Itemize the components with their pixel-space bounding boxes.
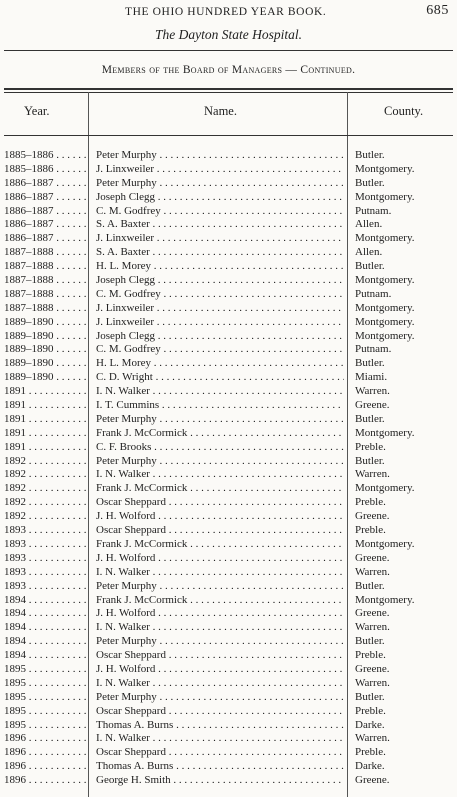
county-cell: Darke. [355, 718, 385, 731]
year-cell: 1895 . . . [4, 663, 88, 677]
year-cell: 1889–1890 . . . [4, 343, 88, 357]
year-cell: 1893 . . . [4, 566, 88, 580]
name-cell: J. Linxweiler . . . [96, 232, 344, 246]
year-cell: 1891 . . . [4, 441, 88, 455]
table-row [0, 260, 457, 274]
name-cell: Thomas A. Burns . . . [96, 760, 344, 774]
county-cell: Warren. [355, 676, 390, 689]
name-cell: I. N. Walker . . . [96, 677, 344, 691]
table-row [0, 343, 457, 357]
header-bottom-rule [4, 135, 453, 136]
name-cell: Joseph Clegg . . . [96, 330, 344, 344]
table-row [0, 774, 457, 788]
name-cell: I. N. Walker . . . [96, 566, 344, 580]
year-cell: 1896 . . . [4, 746, 88, 760]
book-title: THE OHIO HUNDRED YEAR BOOK. [125, 6, 327, 18]
table-row [0, 691, 457, 705]
year-cell: 1893 . . . [4, 552, 88, 566]
year-cell: 1891 . . . [4, 413, 88, 427]
county-cell: Allen. [355, 246, 383, 259]
year-cell: 1895 . . . [4, 677, 88, 691]
table-row [0, 149, 457, 163]
year-cell: 1885–1886 . . . [4, 163, 88, 177]
table-row [0, 482, 457, 496]
year-cell: 1886–1887 . . . [4, 177, 88, 191]
name-cell: Peter Murphy . . . [96, 413, 344, 427]
column-header-year: Year. [24, 104, 50, 118]
county-cell: Greene. [355, 551, 390, 564]
county-cell: Preble. [355, 496, 386, 509]
table-row [0, 385, 457, 399]
name-cell: C. M. Godfrey . . . [96, 288, 344, 302]
name-cell: H. L. Morey . . . [96, 357, 344, 371]
county-cell: Putnam. [355, 204, 392, 217]
table-row [0, 455, 457, 469]
name-cell: Oscar Sheppard . . . [96, 649, 344, 663]
county-cell: Miami. [355, 371, 388, 384]
county-cell: Warren. [355, 385, 390, 398]
table-row [0, 580, 457, 594]
table-row [0, 302, 457, 316]
county-cell: Montgomery. [355, 190, 415, 203]
county-cell: Montgomery. [355, 232, 415, 245]
table-row [0, 163, 457, 177]
table-row [0, 357, 457, 371]
county-cell: Montgomery. [355, 274, 415, 287]
county-cell: Preble. [355, 524, 386, 537]
year-cell: 1892 . . . [4, 510, 88, 524]
table-row [0, 177, 457, 191]
year-cell: 1886–1887 . . . [4, 205, 88, 219]
column-header-county: County. [384, 104, 424, 118]
year-cell: 1887–1888 . . . [4, 274, 88, 288]
name-cell: H. L. Morey . . . [96, 260, 344, 274]
year-cell: 1891 . . . [4, 385, 88, 399]
table-row [0, 677, 457, 691]
county-cell: Butler. [355, 690, 385, 703]
year-cell: 1894 . . . [4, 621, 88, 635]
county-cell: Montgomery. [355, 426, 415, 439]
county-cell: Montgomery. [355, 315, 415, 328]
county-cell: Montgomery. [355, 593, 415, 606]
county-cell: Warren. [355, 621, 390, 634]
county-cell: Montgomery. [355, 482, 415, 495]
name-cell: Peter Murphy . . . [96, 177, 344, 191]
table-row [0, 510, 457, 524]
name-cell: Peter Murphy . . . [96, 691, 344, 705]
name-cell: Oscar Sheppard . . . [96, 496, 344, 510]
year-cell: 1894 . . . [4, 649, 88, 663]
year-cell: 1889–1890 . . . [4, 316, 88, 330]
name-cell: J. H. Wolford . . . [96, 552, 344, 566]
year-cell: 1885–1886 . . . [4, 149, 88, 163]
county-cell: Putnam. [355, 343, 392, 356]
column-header-name: Name. [204, 104, 237, 118]
county-cell: Warren. [355, 732, 390, 745]
year-cell: 1891 . . . [4, 427, 88, 441]
name-cell: Oscar Sheppard . . . [96, 705, 344, 719]
name-cell: Frank J. McCormick . . . [96, 427, 344, 441]
running-head [0, 2, 457, 20]
table-row [0, 288, 457, 302]
name-cell: J. H. Wolford . . . [96, 663, 344, 677]
county-cell: Butler. [355, 635, 385, 648]
page-number: 685 [426, 3, 449, 18]
table-top-rule-thin [4, 92, 453, 93]
name-cell: I. N. Walker . . . [96, 468, 344, 482]
year-cell: 1895 . . . [4, 691, 88, 705]
name-cell: J. Linxweiler . . . [96, 316, 344, 330]
county-cell: Butler. [355, 357, 385, 370]
county-cell: Butler. [355, 454, 385, 467]
name-cell: S. A. Baxter . . . [96, 246, 344, 260]
table-row [0, 552, 457, 566]
table-row [0, 649, 457, 663]
table-row [0, 218, 457, 232]
year-cell: 1892 . . . [4, 455, 88, 469]
table-row [0, 441, 457, 455]
year-cell: 1889–1890 . . . [4, 357, 88, 371]
year-cell: 1893 . . . [4, 538, 88, 552]
year-cell: 1896 . . . [4, 774, 88, 788]
name-cell: Joseph Clegg . . . [96, 191, 344, 205]
name-cell: I. N. Walker . . . [96, 621, 344, 635]
table-row [0, 205, 457, 219]
table-row [0, 232, 457, 246]
name-cell: I. T. Cummins . . . [96, 399, 344, 413]
name-cell: Frank J. McCormick . . . [96, 538, 344, 552]
section-title: Members of the Board of Managers — Continued. [101, 64, 356, 76]
table-row [0, 399, 457, 413]
county-cell: Preble. [355, 649, 386, 662]
members-table-body [0, 149, 457, 788]
county-cell: Greene. [355, 662, 390, 675]
name-cell: Peter Murphy . . . [96, 149, 344, 163]
year-cell: 1892 . . . [4, 482, 88, 496]
name-cell: Peter Murphy . . . [96, 580, 344, 594]
name-cell: C. F. Brooks . . . [96, 441, 344, 455]
county-cell: Warren. [355, 468, 390, 481]
name-cell: J. Linxweiler . . . [96, 163, 344, 177]
table-row [0, 371, 457, 385]
name-cell: I. N. Walker . . . [96, 732, 344, 746]
county-cell: Montgomery. [355, 537, 415, 550]
county-cell: Greene. [355, 399, 390, 412]
table-row [0, 594, 457, 608]
year-cell: 1895 . . . [4, 719, 88, 733]
name-cell: J. H. Wolford . . . [96, 510, 344, 524]
year-cell: 1893 . . . [4, 580, 88, 594]
name-cell: C. M. Godfrey . . . [96, 205, 344, 219]
name-cell: C. D. Wright . . . [96, 371, 344, 385]
table-row [0, 330, 457, 344]
county-cell: Butler. [355, 260, 385, 273]
name-cell: Joseph Clegg . . . [96, 274, 344, 288]
year-cell: 1895 . . . [4, 705, 88, 719]
table-row [0, 316, 457, 330]
county-cell: Butler. [355, 412, 385, 425]
year-cell: 1889–1890 . . . [4, 330, 88, 344]
table-row [0, 524, 457, 538]
year-cell: 1892 . . . [4, 496, 88, 510]
table-row [0, 566, 457, 580]
year-cell: 1889–1890 . . . [4, 371, 88, 385]
county-cell: Darke. [355, 760, 385, 773]
name-cell: Thomas A. Burns . . . [96, 719, 344, 733]
table-top-rule-thick [4, 88, 453, 90]
name-cell: S. A. Baxter . . . [96, 218, 344, 232]
name-cell: George H. Smith . . . [96, 774, 344, 788]
name-cell: J. Linxweiler . . . [96, 302, 344, 316]
table-row [0, 274, 457, 288]
table-row [0, 705, 457, 719]
table-row [0, 538, 457, 552]
year-cell: 1887–1888 . . . [4, 302, 88, 316]
name-cell: Frank J. McCormick . . . [96, 594, 344, 608]
year-cell: 1886–1887 . . . [4, 191, 88, 205]
name-cell: Oscar Sheppard . . . [96, 524, 344, 538]
county-cell: Greene. [355, 607, 390, 620]
county-cell: Montgomery. [355, 329, 415, 342]
county-cell: Montgomery. [355, 301, 415, 314]
table-row [0, 246, 457, 260]
county-cell: Warren. [355, 565, 390, 578]
county-cell: Preble. [355, 746, 386, 759]
hospital-subtitle: The Dayton State Hospital. [155, 27, 302, 42]
name-cell: Peter Murphy . . . [96, 455, 344, 469]
table-row [0, 468, 457, 482]
county-cell: Preble. [355, 704, 386, 717]
year-cell: 1896 . . . [4, 760, 88, 774]
table-row [0, 413, 457, 427]
table-row [0, 621, 457, 635]
county-cell: Putnam. [355, 287, 392, 300]
county-cell: Preble. [355, 440, 386, 453]
table-row [0, 191, 457, 205]
year-cell: 1893 . . . [4, 524, 88, 538]
year-cell: 1896 . . . [4, 732, 88, 746]
year-cell: 1887–1888 . . . [4, 246, 88, 260]
table-row [0, 746, 457, 760]
table-row [0, 663, 457, 677]
county-cell: Butler. [355, 149, 385, 161]
table-row [0, 427, 457, 441]
name-cell: Oscar Sheppard . . . [96, 746, 344, 760]
county-cell: Butler. [355, 176, 385, 189]
county-cell: Greene. [355, 510, 390, 523]
table-row [0, 719, 457, 733]
year-cell: 1894 . . . [4, 594, 88, 608]
name-cell: Frank J. McCormick . . . [96, 482, 344, 496]
year-cell: 1894 . . . [4, 635, 88, 649]
year-cell: 1892 . . . [4, 468, 88, 482]
divider-top [4, 50, 453, 51]
year-cell: 1887–1888 . . . [4, 288, 88, 302]
table-row [0, 760, 457, 774]
name-cell: J. H. Wolford . . . [96, 607, 344, 621]
year-cell: 1886–1887 . . . [4, 218, 88, 232]
table-row [0, 635, 457, 649]
year-cell: 1887–1888 . . . [4, 260, 88, 274]
name-cell: I. N. Walker . . . [96, 385, 344, 399]
county-cell: Montgomery. [355, 162, 415, 175]
county-cell: Greene. [355, 774, 390, 787]
year-cell: 1894 . . . [4, 607, 88, 621]
table-row [0, 607, 457, 621]
table-row [0, 496, 457, 510]
name-cell: C. M. Godfrey . . . [96, 343, 344, 357]
year-cell: 1886–1887 . . . [4, 232, 88, 246]
name-cell: Peter Murphy . . . [96, 635, 344, 649]
year-cell: 1891 . . . [4, 399, 88, 413]
county-cell: Butler. [355, 579, 385, 592]
county-cell: Allen. [355, 218, 383, 231]
table-row [0, 732, 457, 746]
